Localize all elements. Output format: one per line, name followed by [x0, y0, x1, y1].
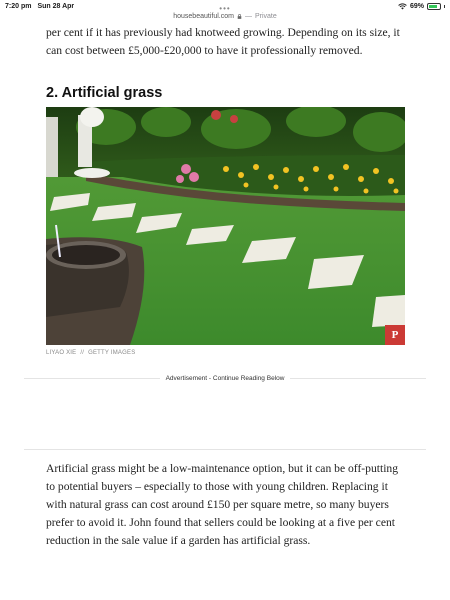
article-paragraph-top: per cent if it has previously had knotweed growing. Depending on its size, it can cost between £5,000-£20,000 to have it professionally removed.: [46, 26, 400, 57]
photographer-name: LIYAO XIE: [46, 350, 77, 356]
status-date: Sun 28 Apr: [37, 2, 75, 10]
article-paragraph-bottom: Artificial grass might be a low-maintenance option, but it can be off-putting to potential buyers – especially to those with young children. Replacing it with natural grass can cost around £150 per square metre, so many buyers prefer to avoid it. John found that sellers could be looking at a five per cent reduction in the sale value if a garden has artificial grass.: [46, 462, 399, 547]
ad-divider-bottom: [24, 449, 426, 450]
url-bar[interactable]: [0, 2, 450, 25]
lock-icon: [237, 14, 242, 19]
advertisement-label: [0, 375, 450, 382]
battery-percent: 69%: [409, 2, 424, 10]
tab-overview-dots-icon[interactable]: •••: [219, 4, 231, 13]
url-text[interactable]: housebeautiful.com: [173, 13, 234, 20]
image-source: GETTY IMAGES: [88, 350, 136, 356]
private-mode-label: Private: [254, 13, 277, 20]
url-separator: —: [244, 13, 252, 20]
section-heading: 2. Artificial grass: [46, 85, 163, 101]
advertisement-text: Advertisement - Continue Reading Below: [160, 375, 291, 382]
image-credit: [46, 350, 135, 356]
url-row[interactable]: [173, 13, 277, 20]
credit-separator: //: [80, 350, 85, 356]
pinterest-save-button[interactable]: [385, 325, 405, 345]
garden-photo: [46, 107, 405, 345]
pinterest-icon: P: [391, 329, 399, 341]
status-time: 7:20 pm: [5, 2, 32, 10]
article-image: [46, 107, 405, 345]
